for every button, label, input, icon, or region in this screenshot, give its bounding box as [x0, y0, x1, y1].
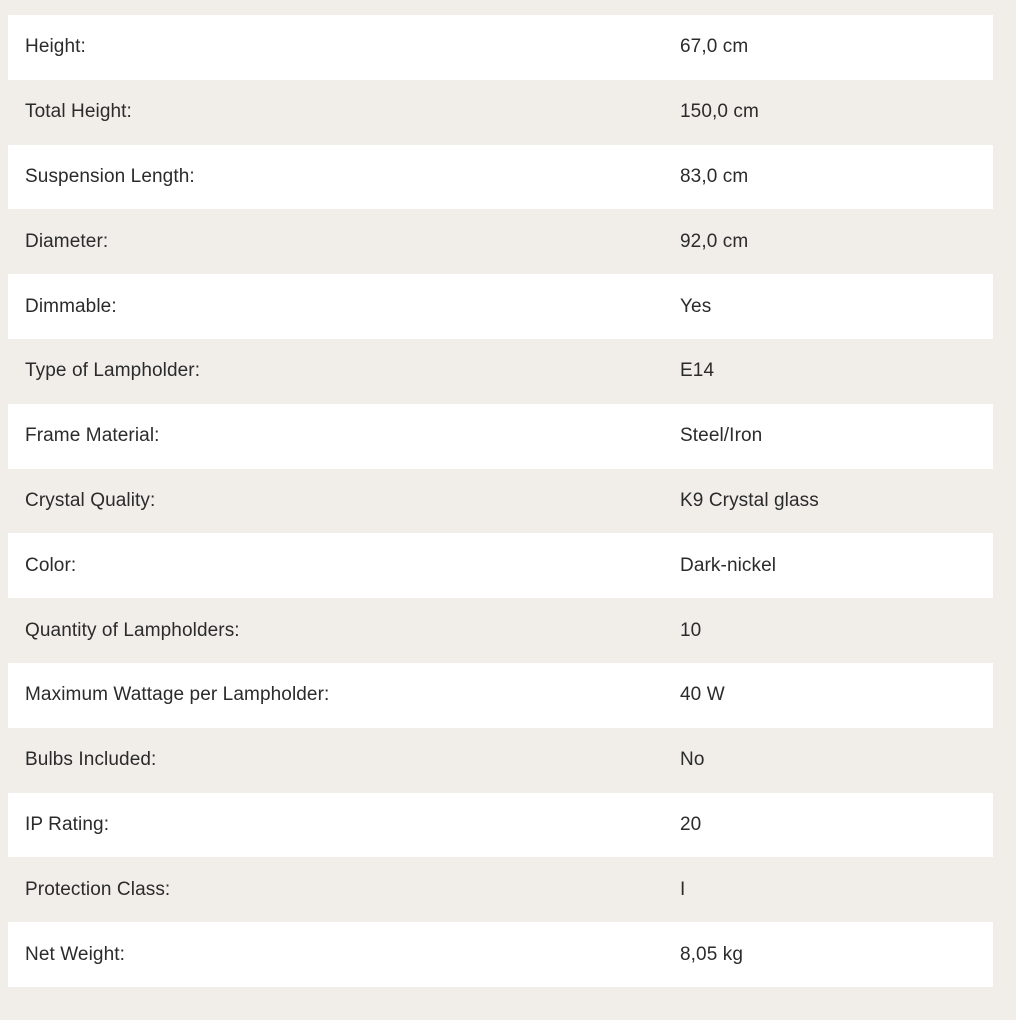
- spec-row-max-wattage: [8, 663, 993, 728]
- spec-label: Color:: [25, 554, 77, 576]
- spec-row-dimmable: [8, 274, 993, 339]
- spec-value: 67,0 cm: [680, 36, 749, 58]
- spec-row-height: [8, 15, 993, 80]
- spec-label: Frame Material:: [25, 425, 160, 447]
- spec-value: 20: [680, 813, 702, 835]
- spec-value: I: [680, 878, 686, 900]
- spec-label: Diameter:: [25, 230, 109, 252]
- spec-row-frame-material: [8, 404, 993, 469]
- spec-value: Steel/Iron: [680, 425, 763, 447]
- spec-value: 8,05 kg: [680, 943, 744, 965]
- spec-value: 83,0 cm: [680, 165, 749, 187]
- spec-value: 10: [680, 619, 702, 641]
- spec-row-total-height: [8, 80, 993, 145]
- spec-row-crystal-quality: [8, 469, 993, 534]
- spec-row-net-weight: [8, 922, 993, 987]
- spec-row-lampholder-quantity: [8, 598, 993, 663]
- spec-value: K9 Crystal glass: [680, 489, 819, 511]
- spec-value: 92,0 cm: [680, 230, 749, 252]
- spec-row-color: [8, 533, 993, 598]
- spec-label: Protection Class:: [25, 878, 171, 900]
- spec-label: IP Rating:: [25, 813, 110, 835]
- spec-value: Yes: [680, 295, 712, 317]
- spec-row-suspension-length: [8, 145, 993, 210]
- spec-label: Height:: [25, 36, 86, 58]
- spec-value: 40 W: [680, 684, 725, 706]
- spec-value: No: [680, 749, 705, 771]
- spec-row-protection-class: [8, 857, 993, 922]
- spec-row-lampholder-type: [8, 339, 993, 404]
- spec-label: Crystal Quality:: [25, 489, 156, 511]
- spec-label: Bulbs Included:: [25, 749, 157, 771]
- spec-label: Quantity of Lampholders:: [25, 619, 240, 641]
- spec-label: Net Weight:: [25, 943, 126, 965]
- spec-value: 150,0 cm: [680, 101, 759, 123]
- spec-label: Dimmable:: [25, 295, 117, 317]
- spec-value: E14: [680, 360, 715, 382]
- spec-label: Type of Lampholder:: [25, 360, 201, 382]
- spec-label: Total Height:: [25, 101, 132, 123]
- spec-label: Maximum Wattage per Lampholder:: [25, 684, 330, 706]
- spec-row-ip-rating: [8, 793, 993, 858]
- spec-value: Dark-nickel: [680, 554, 777, 576]
- spec-row-bulbs-included: [8, 728, 993, 793]
- spec-row-diameter: [8, 209, 993, 274]
- specifications-table: [8, 15, 993, 987]
- spec-label: Suspension Length:: [25, 165, 195, 187]
